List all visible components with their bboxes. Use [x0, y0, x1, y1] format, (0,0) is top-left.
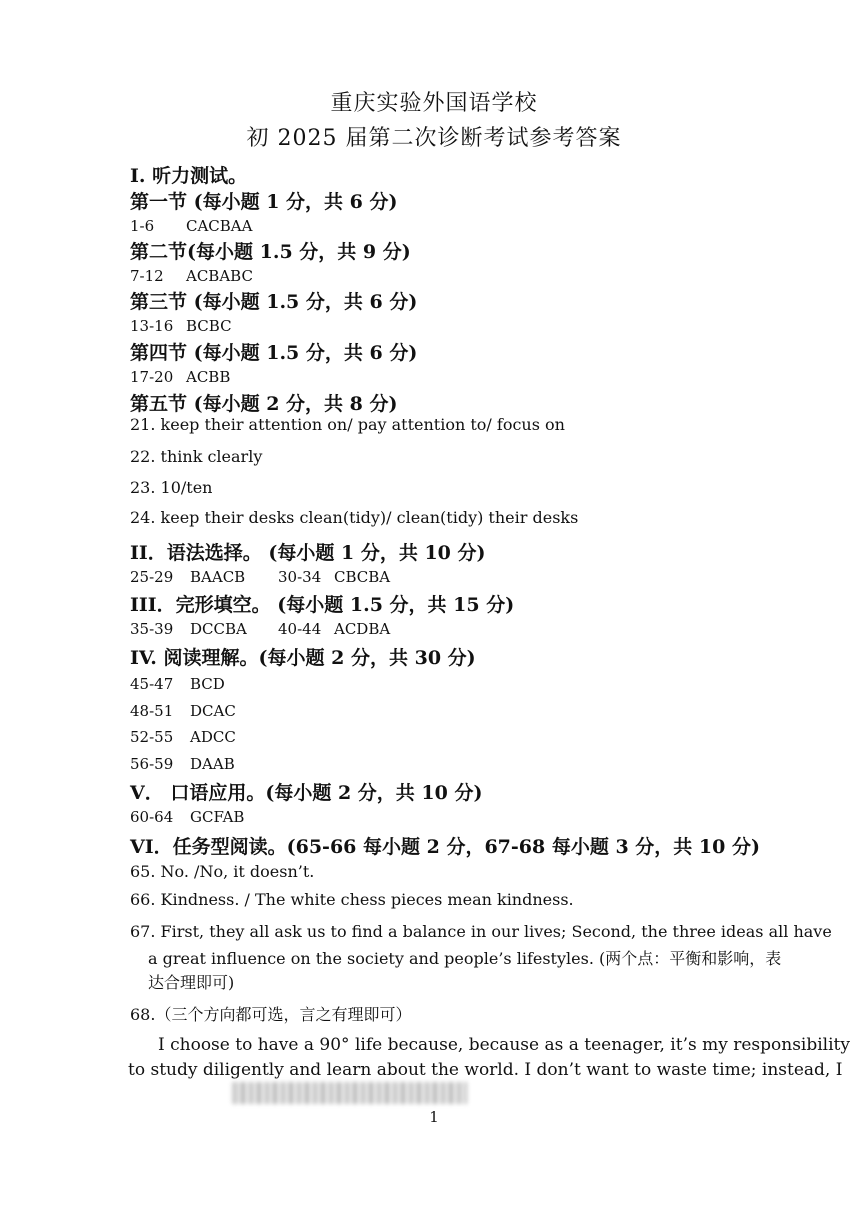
- listening-part1-title: 第一节 (每小题 1 分，共 6 分): [130, 191, 398, 213]
- grammar-answers: [130, 568, 390, 586]
- answer-letters: ACBB: [186, 368, 231, 386]
- question-range: 45-47: [130, 675, 174, 693]
- question-range: 35-39: [130, 620, 174, 638]
- listening-part1-answers: [130, 217, 252, 235]
- cloze-answers: [130, 620, 390, 638]
- listening-part2-title: 第二节(每小题 1.5 分，共 9 分): [130, 241, 411, 263]
- answer-65: 65. No. /No, it doesn’t.: [130, 862, 315, 881]
- reading-answers-row: [130, 675, 225, 693]
- section-grammar-title: II．语法选择。 (每小题 1 分，共 10 分): [130, 542, 486, 564]
- section-cloze-title: III．完形填空。 (每小题 1.5 分，共 15 分): [130, 594, 515, 616]
- question-range: 1-6: [130, 217, 155, 235]
- answer-67-line3: 达合理即可): [148, 973, 235, 992]
- question-range: 48-51: [130, 702, 174, 720]
- listening-part4-answers: [130, 368, 230, 386]
- answer-letters: CBCBA: [334, 568, 391, 586]
- answer-letters: ADCC: [190, 728, 236, 746]
- answer-21: 21. keep their attention on/ pay attention to/ focus on: [130, 415, 565, 434]
- answer-letters: CACBAA: [186, 217, 253, 235]
- blurred-scan-region: [232, 1082, 467, 1104]
- answer-68-note: 68.（三个方向都可选，言之有理即可）: [130, 1005, 412, 1024]
- school-name: 重庆实验外国语学校: [330, 91, 538, 116]
- oral-answers: [130, 808, 244, 826]
- listening-part3-answers: [130, 317, 232, 335]
- reading-answers-row: [130, 702, 236, 720]
- essay-line1: I choose to have a 90° life because, because as a teenager, it’s my responsibility: [158, 1035, 850, 1055]
- section-task-title: VI．任务型阅读。(65-66 每小题 2 分，67-68 每小题 3 分，共 10 分): [130, 836, 760, 858]
- answer-letters: ACDBA: [334, 620, 391, 638]
- reading-answers-row: [130, 728, 236, 746]
- answer-23: 23. 10/ten: [130, 478, 213, 497]
- answer-letters: DCAC: [190, 702, 236, 720]
- question-range: 13-16: [130, 317, 174, 335]
- answer-letters: BAACB: [190, 568, 246, 586]
- listening-part4-title: 第四节 (每小题 1.5 分，共 6 分): [130, 342, 418, 364]
- answer-letters: ACBABC: [186, 267, 253, 285]
- page-number: 1: [429, 1108, 439, 1126]
- answer-66: 66. Kindness. / The white chess pieces mean kindness.: [130, 890, 574, 909]
- question-range: 7-12: [130, 267, 164, 285]
- question-range: 56-59: [130, 755, 174, 773]
- question-range: 52-55: [130, 728, 174, 746]
- question-range: 25-29: [130, 568, 174, 586]
- answer-letters: BCD: [190, 675, 225, 693]
- answer-67-line2: a great influence on the society and people’s lifestyles. (两个点：平衡和影响，表: [148, 949, 782, 968]
- section-listening-title: I. 听力测试。: [130, 165, 248, 187]
- question-range: 60-64: [130, 808, 174, 826]
- question-range: 17-20: [130, 368, 174, 386]
- answer-letters: GCFAB: [190, 808, 245, 826]
- section-reading-title: IV. 阅读理解。(每小题 2 分，共 30 分): [130, 647, 476, 669]
- question-range: 40-44: [278, 620, 322, 638]
- answer-letters: BCBC: [186, 317, 232, 335]
- answer-22: 22. think clearly: [130, 447, 263, 466]
- listening-part3-title: 第三节 (每小题 1.5 分，共 6 分): [130, 291, 418, 313]
- reading-answers-row: [130, 755, 235, 773]
- answer-letters: DAAB: [190, 755, 235, 773]
- answer-letters: DCCBA: [190, 620, 247, 638]
- listening-part5-title: 第五节 (每小题 2 分，共 8 分): [130, 393, 398, 415]
- answer-67-line1: 67. First, they all ask us to find a balance in our lives; Second, the three ideas all have: [130, 922, 832, 941]
- section-oral-title: V． 口语应用。(每小题 2 分，共 10 分): [130, 782, 483, 804]
- answer-24: 24. keep their desks clean(tidy)/ clean(tidy) their desks: [130, 508, 579, 527]
- question-range: 30-34: [278, 568, 322, 586]
- essay-line2: to study diligently and learn about the world. I don’t want to waste time; instead, I: [128, 1060, 843, 1080]
- listening-part2-answers: [130, 267, 253, 285]
- exam-title: 初 2025 届第二次诊断考试参考答案: [246, 126, 622, 151]
